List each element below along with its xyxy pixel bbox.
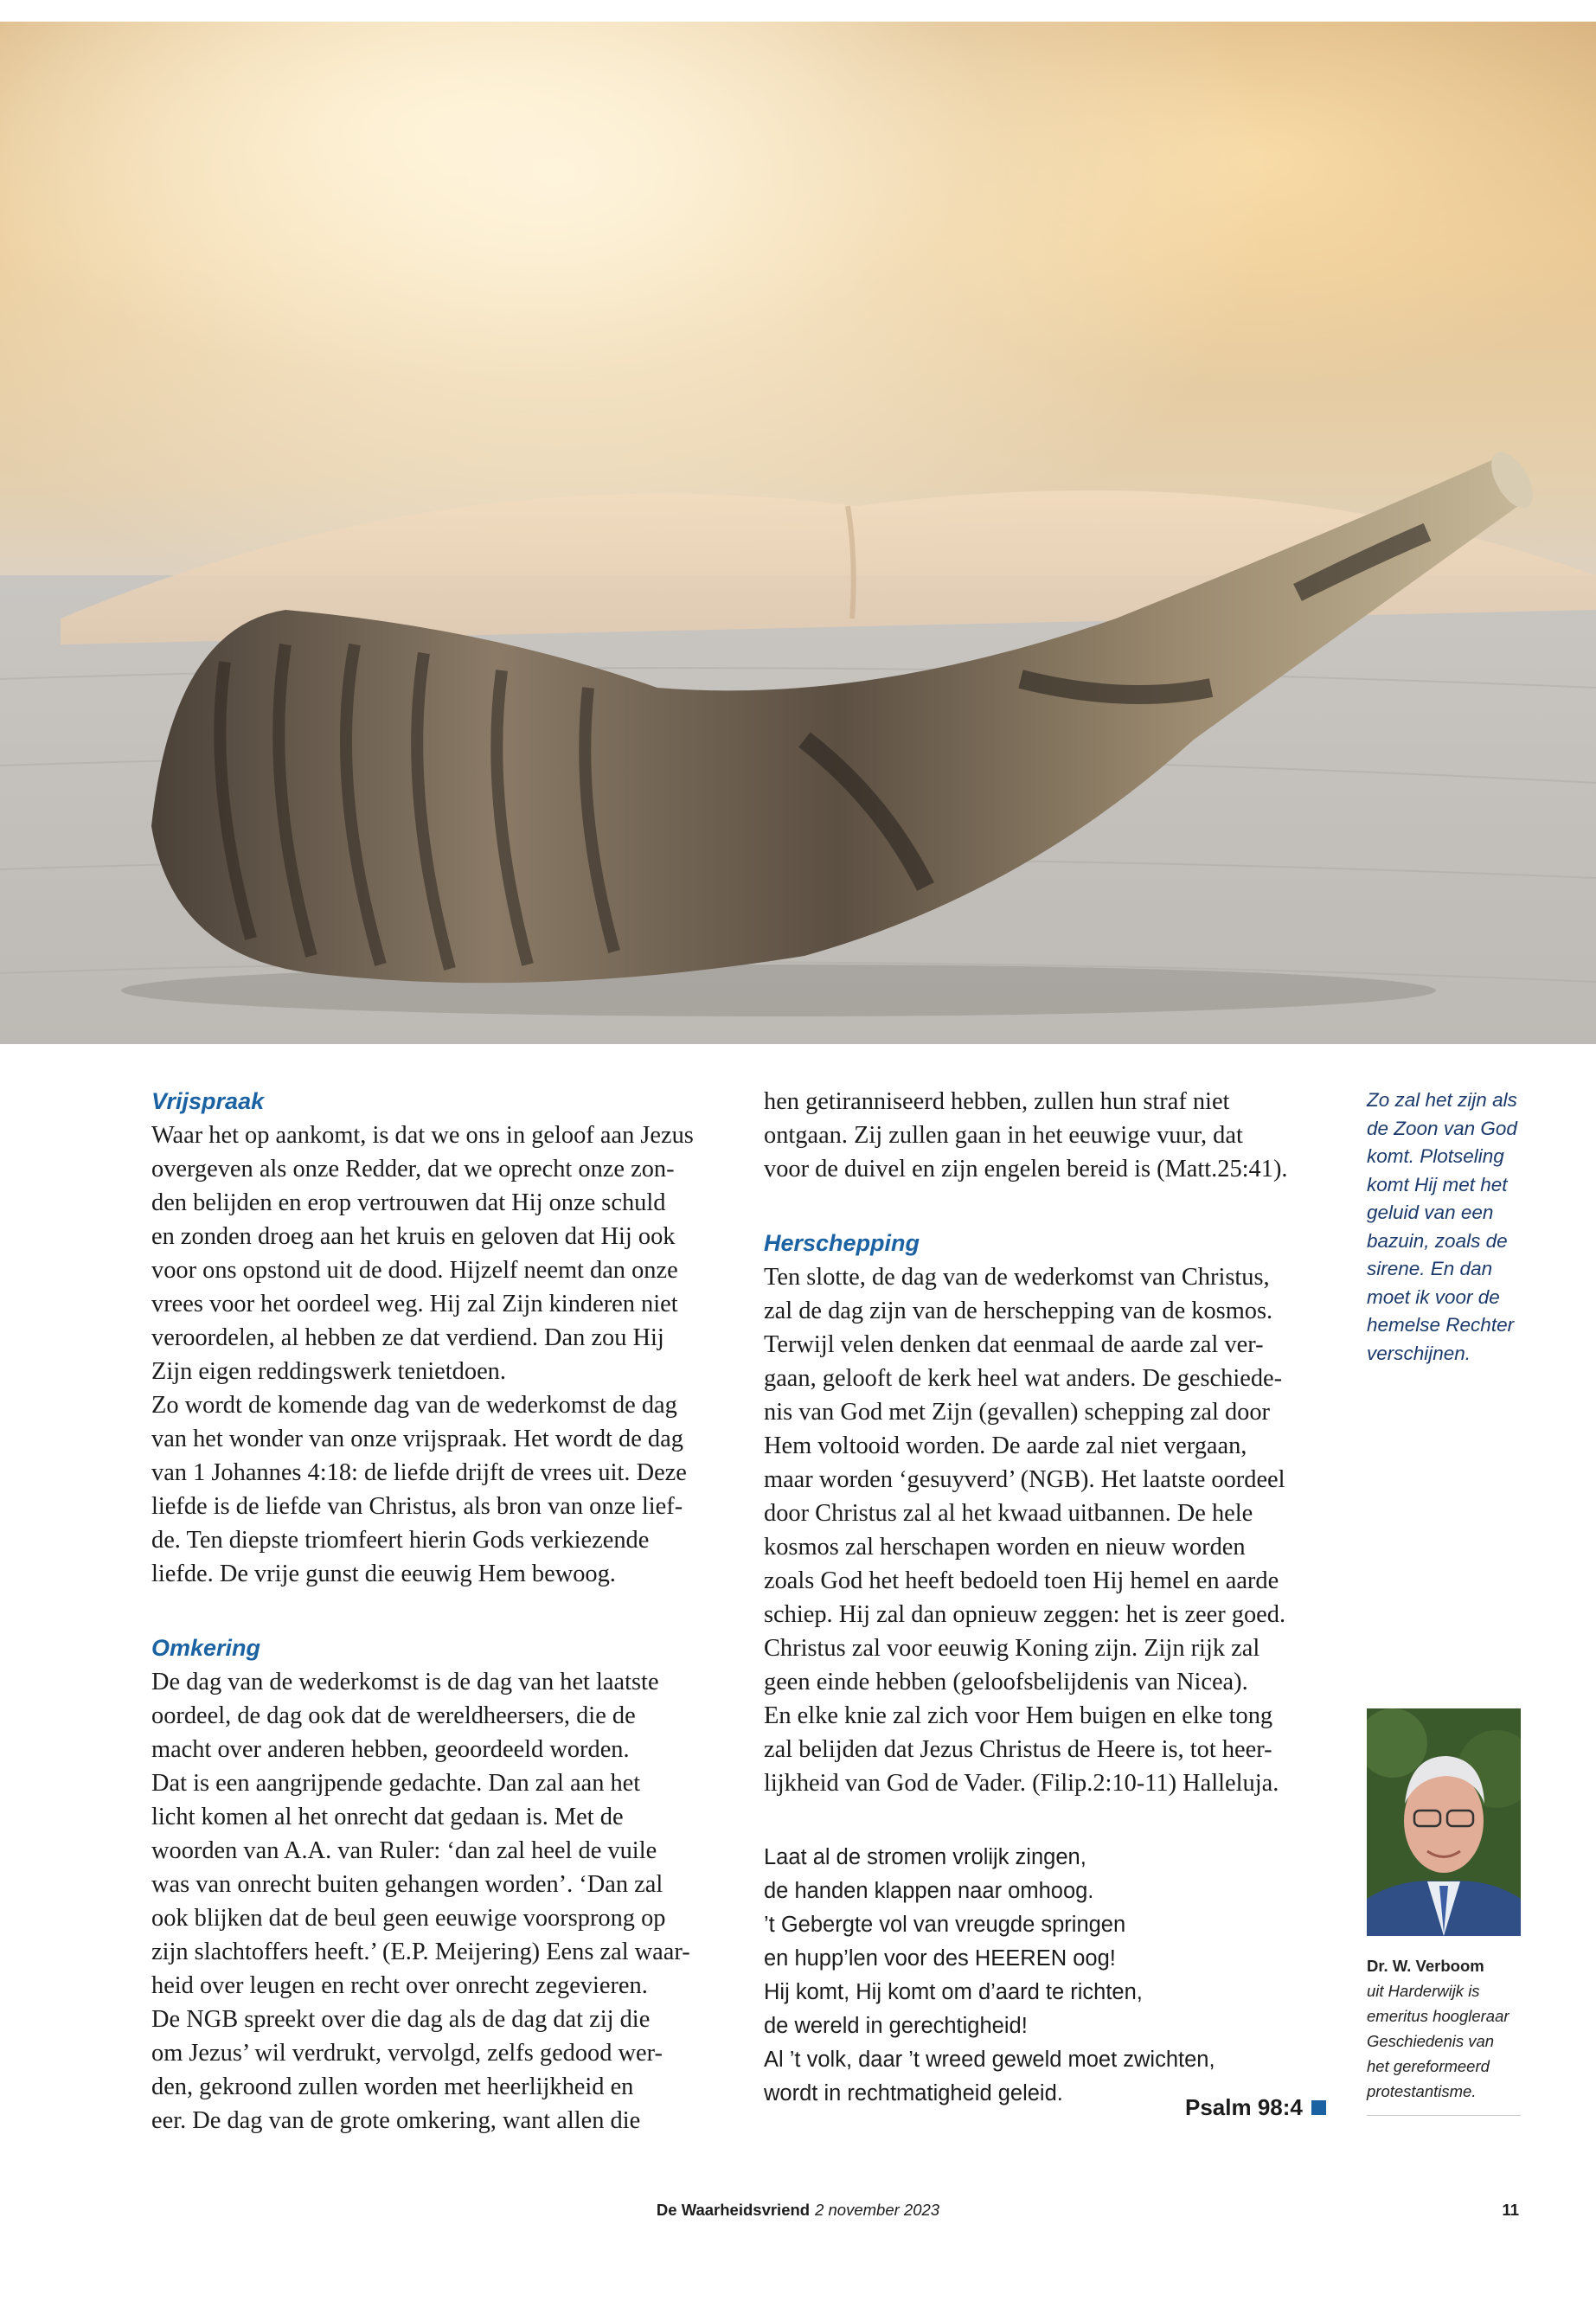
shofar-photo-illustration xyxy=(0,22,1596,1044)
paragraph: De dag van de wederkomst is de dag van het laatste oordeel, de dag ook dat de wereldheersers, die de macht over anderen hebben, geoordeeld worden. Dat is een aangrijpende gedachte. Dan zal aan het licht komen al het onrecht dat gedaan is. Met de woorden van A.A. van Ruler: ‘dan zal heel de vuile was van onrecht buiten gehangen worden’. ‘Dan zal ook blijken dat de beul geen eeuwige voorsprong op zijn slachtoffers heeft.’ (E.P. Meijering) Eens zal waar- heid over leugen en recht over onrecht zegevieren. De NGB spreekt over die dag als de dag dat zij die om Jezus’ wil verdrukt, vervolgd, zelfs gedood wer- den, gekroond zullen worden met heerlijkheid en eer. De dag van de grote omkering, want allen die xyxy=(151,1669,690,2134)
page-number: 11 xyxy=(1502,2201,1519,2219)
poem-source-label: Psalm 98:4 xyxy=(1185,2094,1303,2120)
paragraph-continuation: hen getiranniseerd hebben, zullen hun straf niet ontgaan. Zij zullen gaan in het eeuwige vuur, dat voor de duivel en zijn engelen bereid is (Matt.25:41). xyxy=(764,1088,1288,1183)
article-column-1 xyxy=(151,1085,705,2138)
paragraph: Ten slotte, de dag van de wederkomst van Christus, zal de dag zijn van de herschepping van de kosmos. Terwijl velen denken dat eenmaal de aarde zal ver- gaan, gelooft de kerk heel wat anders. De geschiede- nis van God met Zijn (gevallen) schepping zal door Hem voltooid worden. De aarde zal niet vergaan, maar worden ‘gesuyverd’ (NGB). Het laatste oordeel door Christus zal al het kwaad uitbannen. De hele kosmos zal herschapen worden en nieuw worden zoals God het heeft bedoeld toen Hij hemel en aarde schiep. Hij zal dan opnieuw zeggen: het is zeer goed. Christus zal voor eeuwig Koning zijn. Zijn rijk zal geen einde hebben (geloofsbelijdenis van Nicea). En elke knie zal zich voor Hem buigen en elke tong zal belijden dat Jezus Christus de Heere is, tot heer- lijkheid van God de Vader. (Filip.2:10-11) Halleluja. xyxy=(764,1264,1286,1797)
author-portrait-illustration xyxy=(1367,1708,1521,1936)
hero-photo xyxy=(0,22,1596,1044)
psalm-poem: Laat al de stromen vrolijk zingen, de handen klappen naar omhoog. ’t Gebergte vol van vreugde springen en hupp’len voor des HEEREN oog! Hij komt, Hij komt om d’aard te richten, de wereld in gerechtigheid! Al ’t volk, daar ’t wreed geweld moet zwichten, wordt in rechtmatigheid geleid. xyxy=(764,1845,1215,2106)
author-name: Dr. W. Verboom xyxy=(1367,1957,1484,1975)
section-heading-herschepping: Herschepping xyxy=(764,1230,920,1256)
author-photo xyxy=(1367,1708,1521,1936)
section-heading-vrijspraak: Vrijspraak xyxy=(151,1088,265,1114)
pull-quote: Zo zal het zijn als de Zoon van God komt. Plotseling komt Hij met het geluid van een bazuin, zoals de sirene. En dan moet ik voor de hemelse Rechter verschijnen. xyxy=(1367,1089,1517,1364)
magazine-name: De Waarheidsvriend xyxy=(656,2201,811,2219)
section-heading-omkering: Omkering xyxy=(151,1635,261,1661)
page-footer xyxy=(0,2201,1596,2220)
paragraph: Zo wordt de komende dag van de wederkomst de dag van het wonder van onze vrijspraak. Het wordt de dag van 1 Johannes 4:18: de liefde drijft de vrees uit. Deze liefde is de liefde van Christus, als bron van onze lief- de. Ten diepste triomfeert hierin Gods verkiezende liefde. De vrije gunst die eeuwig Hem bewoog. xyxy=(151,1392,687,1587)
author-bio: uit Harderwijk is emeritus hoogleraar Geschiedenis van het gereformeerd protestantisme. xyxy=(1367,1982,1509,2100)
article-column-2 xyxy=(764,1085,1335,2111)
issue-date: 2 november 2023 xyxy=(815,2201,940,2219)
divider xyxy=(1367,2115,1521,2116)
poem-source xyxy=(1185,2093,1326,2121)
end-mark-icon xyxy=(1311,2100,1326,2115)
paragraph: Waar het op aankomt, is dat we ons in geloof aan Jezus overgeven als onze Redder, dat we oprecht onze zon- den belijden en erop vertrouwen dat Hij onze schuld en zonden droeg aan het kruis en geloven dat Hij ook voor ons opstond uit de dood. Hijzelf neemt dan onze vrees voor het oordeel weg. Hij zal Zijn kinderen niet veroordelen, al hebben ze dat verdiend. Dan zou Hij Zijn eigen reddingswerk tenietdoen. xyxy=(151,1122,694,1385)
